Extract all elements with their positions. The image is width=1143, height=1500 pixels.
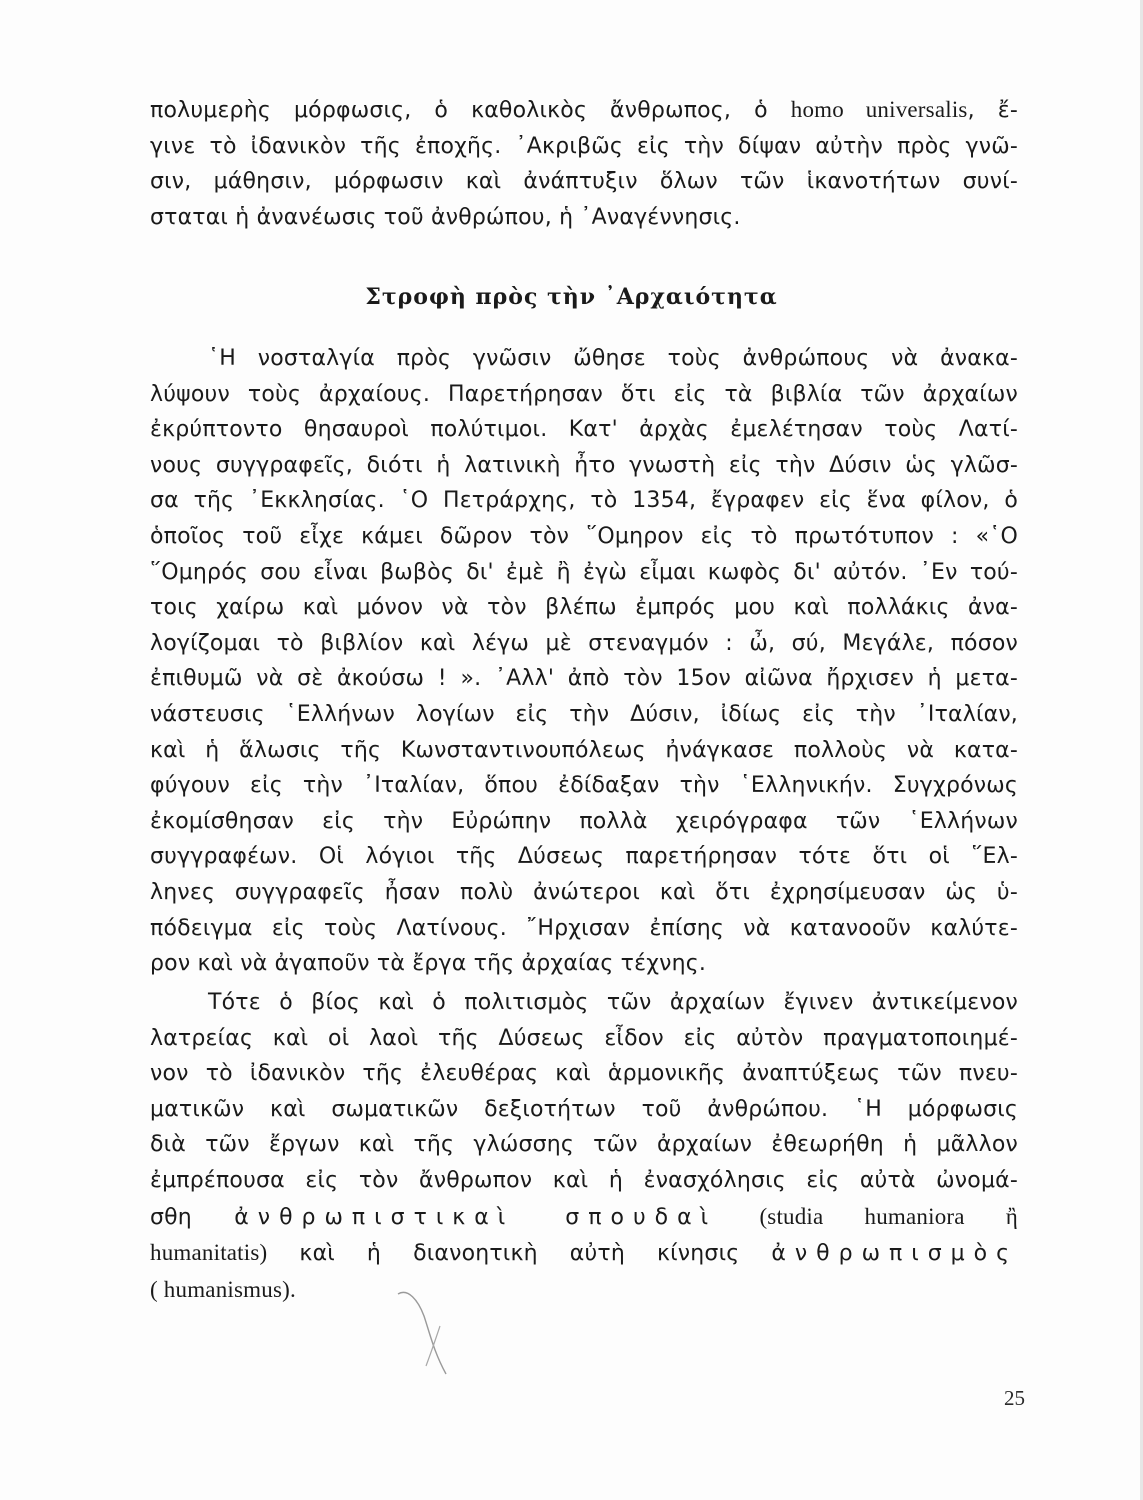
latin-term: (studia humaniora ἢ (759, 1203, 1018, 1229)
paragraph-1 (150, 341, 1018, 982)
text-line: ληνες συγγραφεῖς ἦσαν πολὺ ἀνώτεροι καὶ ὅτι ἐχρησίμευσαν ὡς ὑ- (150, 879, 1018, 905)
text-line: ἐμπρέπουσα εἰς τὸν ἄνθρωπον καὶ ἡ ἐνασχόλησις εἰς αὐτὰ ὠνομά- (150, 1167, 1018, 1193)
text-line: συγγραφέων. Οἱ λόγιοι τῆς Δύσεως παρετήρησαν τότε ὅτι οἱ ῞Ελ- (150, 844, 1018, 870)
text-line: πόδειγμα εἰς τοὺς Λατίνους. ῎Ηρχισαν ἐπίσης νὰ κατανοοῦν καλύτε- (150, 915, 1018, 941)
text-line: ἐκρύπτοντο θησαυροὶ πολύτιμοι. Κατ' ἀρχὰς ἐμελέτησαν τοὺς Λατί- (150, 417, 1018, 443)
text-line: Τότε ὁ βίος καὶ ὁ πολιτισμὸς τῶν ἀρχαίων ἔγινεν ἀντικείμενον (208, 990, 1018, 1015)
pencil-mark-icon (396, 1286, 456, 1378)
spaced-term: ἀνθρωπιστικαὶ σπουδαὶ (234, 1204, 718, 1230)
text-line: καὶ ἡ ἅλωσις τῆς Κωνσταντινουπόλεως ἠνάγκασε πολλοὺς νὰ κατα- (150, 737, 1018, 763)
text-line: πολυμερὴς μόρφωσις, ὁ καθολικὸς ἄνθρωπος, ὁ homo universalis, ἔ- (150, 97, 1018, 123)
text-line (150, 1235, 1018, 1272)
text-line (150, 1272, 1018, 1309)
text-line: ματικῶν καὶ σωματικῶν δεξιοτήτων τοῦ ἀνθρώπου. ῾Η μόρφωσις (150, 1096, 1018, 1122)
text-line: νους συγγραφεῖς, διότι ἡ λατινικὴ ἦτο γνωστὴ εἰς τὴν Δύσιν ὡς γλῶσ- (150, 452, 1018, 478)
page-number: 25 (1004, 1386, 1025, 1410)
text-line: διὰ τῶν ἔργων καὶ τῆς γλώσσης τῶν ἀρχαίων ἐθεωρήθη ἡ μᾶλλον (150, 1132, 1018, 1158)
text-line: σιν, μάθησιν, μόρφωσιν καὶ ἀνάπτυξιν ὅλων τῶν ἱκανοτήτων συνί- (150, 169, 1018, 195)
text-span: σθη (150, 1204, 192, 1230)
section-heading: Στροφὴ πρὸς τὴν ᾿Αρχαιότητα (365, 284, 778, 310)
text-line: γινε τὸ ἰδανικὸν τῆς ἐποχῆς. ᾿Ακριβῶς εἰς τὴν δίψαν αὐτὴν πρὸς γνῶ- (150, 133, 1018, 159)
text-line: λογίζομαι τὸ βιβλίον καὶ λέγω μὲ στεναγμόν : ὦ, σύ, Μεγάλε, πόσον (150, 630, 1018, 656)
text-line: ἐκομίσθησαν εἰς τὴν Εὐρώπην πολλὰ χειρόγραφα τῶν ῾Ελλήνων (150, 808, 1018, 834)
text-line: ῾Η νοσταλγία πρὸς γνῶσιν ὤθησε τοὺς ἀνθρώπους νὰ ἀνακα- (208, 346, 1018, 371)
intro-paragraph (150, 92, 1018, 235)
latin-term: humanitatis) (150, 1240, 268, 1266)
spaced-term: ἀνθρωπισμὸς (771, 1241, 1018, 1267)
text-line: τοις χαίρω καὶ μόνον νὰ τὸν βλέπω ἐμπρός μου καὶ πολλάκις ἀνα- (150, 595, 1018, 621)
text-line: ὁποῖος τοῦ εἶχε κάμει δῶρον τὸν ῞Ομηρον εἰς τὸ πρωτότυπον : «῾Ο (150, 523, 1018, 549)
text-line: ῞Ομηρός σου εἶναι βωβὸς δι' ἐμὲ ἢ ἐγὼ εἶμαι κωφὸς δι' αὐτόν. ᾿Εν τού- (150, 559, 1018, 585)
text-line: ἐπιθυμῶ νὰ σὲ ἀκούσω ! ». ᾿Αλλ' ἀπὸ τὸν 15ον αἰῶνα ἤρχισεν ἡ μετα- (150, 666, 1018, 692)
text-span: καὶ ἡ διανοητικὴ αὐτὴ κίνησις (299, 1241, 740, 1267)
text-line: νάστευσις ῾Ελλήνων λογίων εἰς τὴν Δύσιν, ἰδίως εἰς τὴν ᾿Ιταλίαν, (150, 701, 1018, 727)
text-line: φύγουν εἰς τὴν ᾿Ιταλίαν, ὅπου ἐδίδαξαν τὴν ῾Ελληνικήν. Συγχρόνως (150, 773, 1018, 799)
text-line: νον τὸ ἰδανικὸν τῆς ἐλευθέρας καὶ ἁρμονικῆς ἀναπτύξεως τῶν πνευ- (150, 1061, 1018, 1087)
latin-term: ( humanismus). (150, 1276, 296, 1302)
text-line (150, 1199, 1018, 1236)
text-line: λύψουν τοὺς ἀρχαίους. Παρετήρησαν ὅτι εἰς τὰ βιβλία τῶν ἀρχαίων (150, 381, 1018, 407)
text-line: σα τῆς ᾿Εκκλησίας. ῾Ο Πετράρχης, τὸ 1354, ἔγραφεν εἰς ἕνα φίλον, ὁ (150, 488, 1018, 514)
paragraph-2 (150, 985, 1018, 1308)
text-line: λατρείας καὶ οἱ λαοὶ τῆς Δύσεως εἶδον εἰς αὐτὸν πραγματοποιημέ- (150, 1025, 1018, 1051)
text-line: σταται ἡ ἀνανέωσις τοῦ ἀνθρώπου, ἡ ᾿Αναγέννησις. (150, 204, 741, 230)
text-line: ρον καὶ νὰ ἀγαποῦν τὰ ἔργα τῆς ἀρχαίας τέχνης. (150, 951, 707, 977)
